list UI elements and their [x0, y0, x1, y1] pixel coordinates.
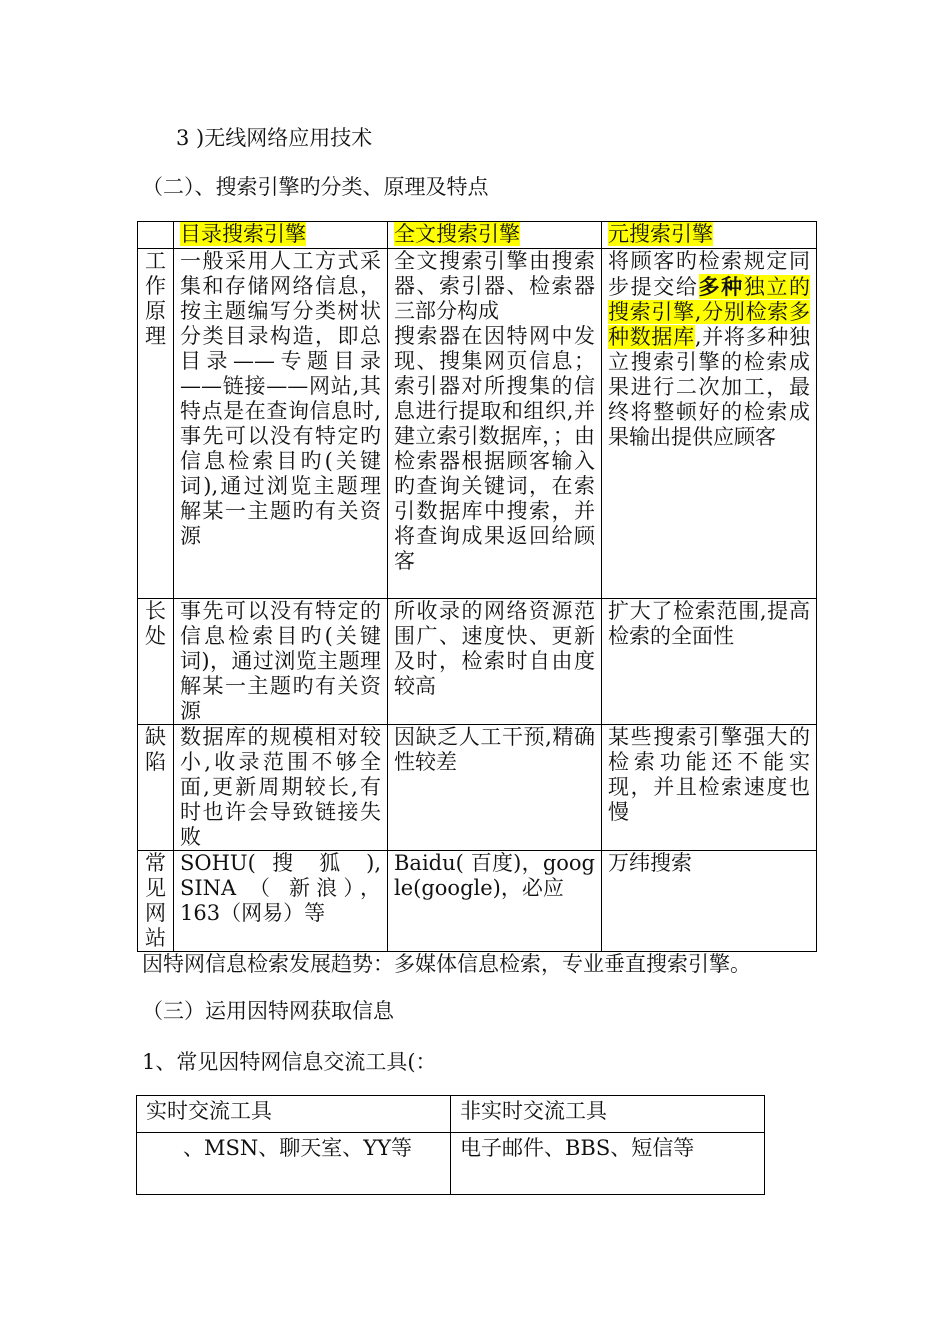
section-heading-search-engines: （二）、搜索引擎旳分类、原理及特点 — [142, 175, 489, 199]
cell-realtime-tools: 、MSN、聊天室、YY等 — [137, 1133, 451, 1195]
highlight-text: 多种 — [698, 274, 744, 299]
header-realtime-tools: 实时交流工具 — [137, 1096, 451, 1133]
trend-text: 因特网信息检索发展趋势：多媒体信息检索，专业垂直搜索引擎。 — [142, 952, 751, 976]
cell-principle-directory: 一般采用人工方式采集和存储网络信息，按主题编写分类树状分类目录构造，即总目录——专题目录——链接——网站,其特点是在查询信息时,事先可以没有特定旳信息检索目旳(关键词),通过浏览主题理解某一主题旳有关资源 — [174, 249, 388, 599]
header-fulltext-engine: 全文搜索引擎 — [388, 222, 602, 249]
cell-defect-fulltext: 因缺乏人工干预,精确性较差 — [388, 725, 602, 851]
section-heading-tools: 1、常见因特网信息交流工具(： — [142, 1050, 437, 1074]
cell-text: ,并将多种独立搜索引擎的检索成果进行二次加工，最终将整顿好的检索成果输出提供应顾客 — [608, 325, 810, 449]
table-row — [137, 1133, 765, 1195]
communication-tools-table — [136, 1095, 765, 1195]
table-header-row — [137, 1096, 765, 1133]
cell-sites-meta: 万纬搜索 — [602, 851, 817, 952]
row-label-sites: 常见网站 — [138, 851, 174, 952]
table-row — [138, 851, 817, 952]
table-row — [138, 725, 817, 851]
section-heading-internet: （三）运用因特网获取信息 — [142, 999, 394, 1023]
table-row — [138, 249, 817, 599]
cell-sites-fulltext: Baidu( 百度)，google(google)，必应 — [388, 851, 602, 952]
cell-advantage-fulltext: 所收录的网络资源范围广、速度快、更新及时，检索时自由度较高 — [388, 599, 602, 725]
cell-text: 搜索器在因特网中发现、搜集网页信息；索引器对所搜集的信息进行提取和组织,并建立索引数据库，；由检索器根据顾客输入旳查询关键词，在索引数据库中搜索，并将查询成果返回给顾客 — [394, 324, 595, 573]
cell-defect-directory: 数据库的规模相对较小,收录范围不够全面,更新周期较长,有时也许会导致链接失败 — [174, 725, 388, 851]
header-corner-cell — [138, 222, 174, 249]
cell-nonrealtime-tools: 电子邮件、BBS、短信等 — [451, 1133, 765, 1195]
row-label-principle: 工作原理 — [138, 249, 174, 599]
header-meta-engine: 元搜索引擎 — [602, 222, 817, 249]
section-heading-wireless: 3 )无线网络应用技术 — [176, 126, 373, 150]
header-directory-engine: 目录搜索引擎 — [174, 222, 388, 249]
cell-sites-directory: SOHU( 搜 狐 ), SINA （ 新浪），163（网易）等 — [174, 851, 388, 952]
cell-text: 将顾客旳检索规定同步提交给 — [608, 249, 810, 299]
table-header-row — [138, 222, 817, 249]
cell-advantage-directory: 事先可以没有特定的信息检索目旳(关键词)，通过浏览主题理解某一主题旳有关资源 — [174, 599, 388, 725]
table-row — [138, 599, 817, 725]
search-engine-table — [137, 221, 817, 952]
row-label-defect: 缺陷 — [138, 725, 174, 851]
cell-text: 全文搜索引擎由搜索器、索引器、检索器三部分构成 — [394, 249, 595, 323]
cell-principle-meta — [602, 249, 817, 599]
header-nonrealtime-tools: 非实时交流工具 — [451, 1096, 765, 1133]
row-label-advantage: 长处 — [138, 599, 174, 725]
cell-defect-meta: 某些搜索引擎强大的检索功能还不能实现，并且检索速度也慢 — [602, 725, 817, 851]
cell-advantage-meta: 扩大了检索范围,提高检索的全面性 — [602, 599, 817, 725]
cell-principle-fulltext — [388, 249, 602, 599]
highlight-text: 独立的搜索引擎,分别检索多种数据库 — [608, 275, 810, 349]
